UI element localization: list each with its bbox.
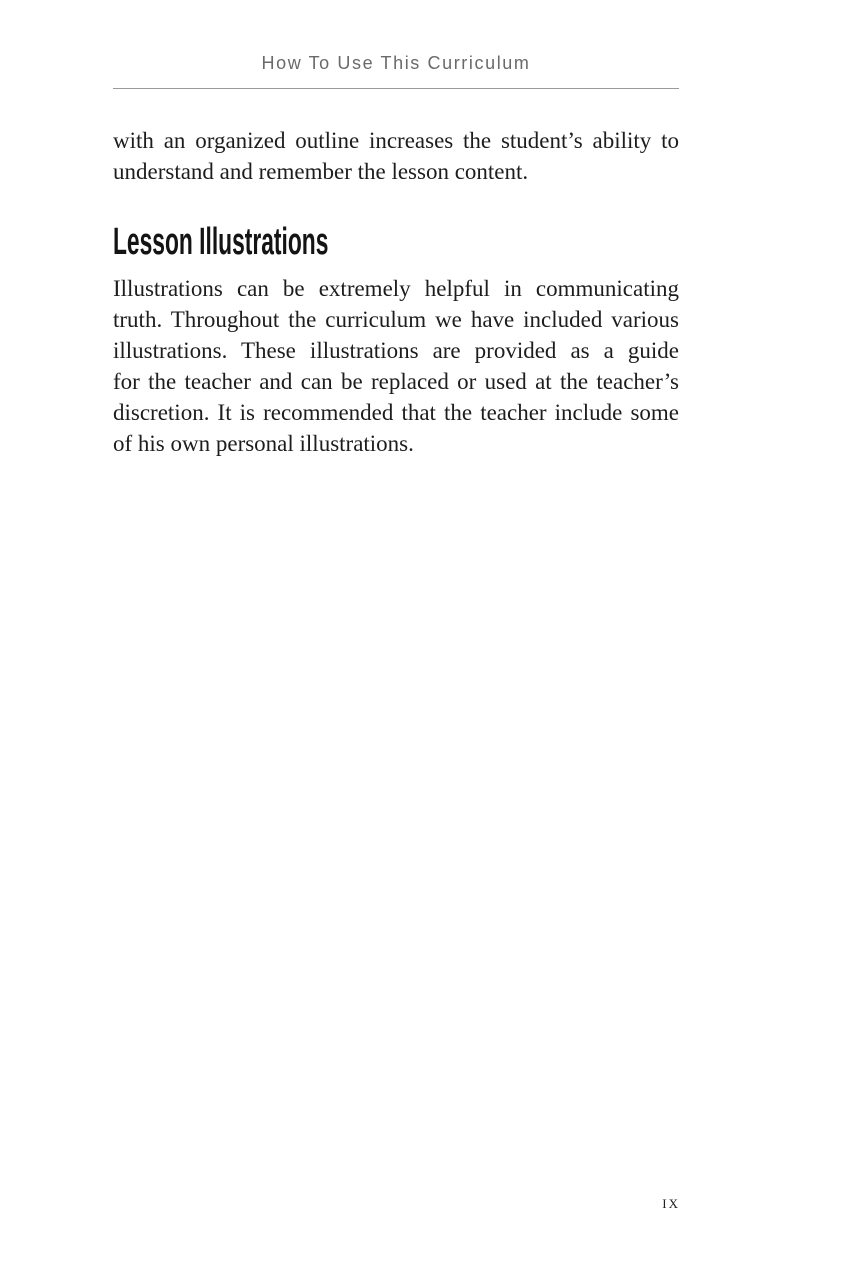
page-content <box>113 125 679 459</box>
section-heading <box>113 220 679 264</box>
intro-paragraph: with an organized outline increases the student’s ability to understand and remember the lesson content. <box>113 128 679 184</box>
page-number: ix <box>662 1192 680 1213</box>
running-header: How To Use This Curriculum <box>261 53 531 73</box>
header-rule <box>113 88 679 89</box>
section-heading-text: Lesson Illustrations <box>113 221 329 263</box>
section-paragraph: Illustrations can be extremely helpful in communicating truth. Throughout the curriculum we have included various illustrations. These illustrations are provided as a guide for the teacher and can be replaced or used at the teacher’s discretion. It is recommended that the teacher include some of his own personal illustrations. <box>113 276 679 456</box>
